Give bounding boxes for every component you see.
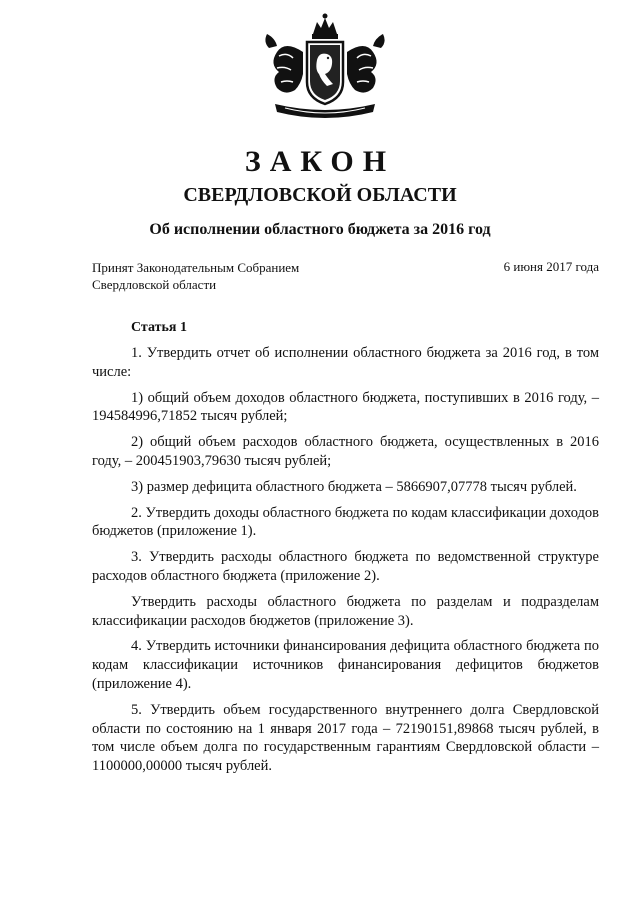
- law-heading: ЗАКОН: [244, 145, 396, 178]
- paragraph: 1) общий объем доходов областного бюджета, поступивших в 2016 году, – 194584996,71852 тысяч рублей;: [92, 389, 599, 425]
- adoption-note: [92, 259, 299, 293]
- article-title: Статья 1: [131, 320, 187, 335]
- paragraph: 3. Утвердить расходы областного бюджета по ведомственной структуре расходов областного бюджета (приложение 2).: [92, 549, 599, 584]
- document-title: Об исполнении областного бюджета за 2016 год: [149, 221, 491, 238]
- paragraph: Утвердить расходы областного бюджета по разделам и подразделам классификации расходов бюджетов (приложение 3).: [92, 593, 599, 629]
- paragraph: 2) общий объем расходов областного бюджета, осуществленных в 2016 году, – 200451903,79630 тысяч рублей;: [92, 434, 599, 469]
- adoption-line-2: Свердловской области: [92, 277, 217, 292]
- adoption-date: 6 июня 2017 года: [503, 259, 599, 274]
- region-heading: СВЕРДЛОВСКОЙ ОБЛАСТИ: [183, 184, 457, 206]
- paragraph: 2. Утвердить доходы областного бюджета по кодам классификации доходов бюджетов (приложение 1).: [92, 504, 599, 540]
- paragraph: 4. Утвердить источники финансирования дефицита областного бюджета по кодам классификации источников финансирования дефицитов бюджетов (приложение 4).: [92, 638, 599, 692]
- paragraph: 1. Утвердить отчет об исполнении областного бюджета за 2016 год, в том числе:: [92, 345, 599, 380]
- adoption-line-1: Принят Законодательным Собранием: [92, 260, 300, 275]
- paragraph: 3) размер дефицита областного бюджета – 5866907,07778 тысяч рублей.: [131, 478, 577, 495]
- paragraph: 5. Утвердить объем государственного внутреннего долга Свердловской области по состоянию на 1 января 2017 года – 72190151,89868 тысяч рублей, в том числе объем долга по государственным гарантиям Свердловской области – 1100000,00000 тысяч рублей.: [92, 701, 599, 775]
- coat-of-arms-icon: [255, 12, 395, 127]
- article-body: [92, 344, 599, 783]
